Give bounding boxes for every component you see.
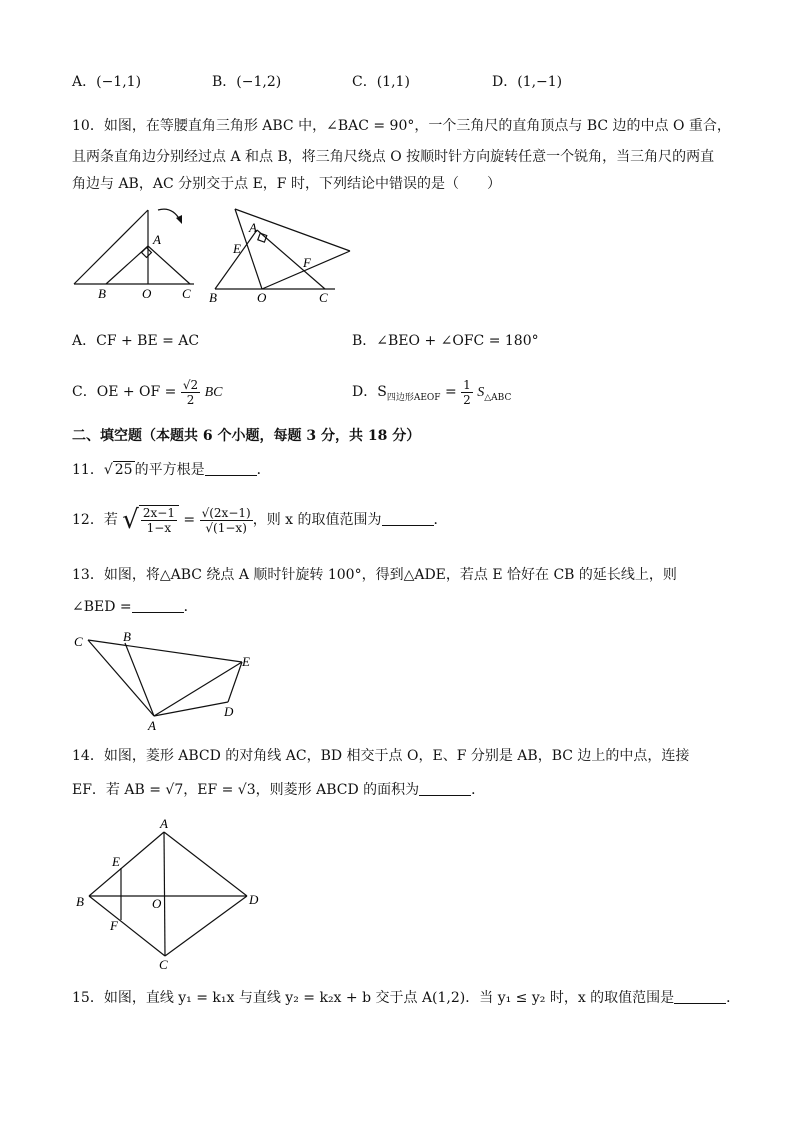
q13-label-a: A [148, 718, 156, 733]
q10-option-c-suffix: BC [204, 385, 223, 400]
q15-text: 15．如图，直线 y₁ = k₁x 与直线 y₂ = k₂x + b 交于点 A(1,2)．当 y₁ ≤ y₂ 时，x 的取值范围是 [72, 990, 675, 1006]
q10-option-d-denominator: 2 [463, 392, 471, 407]
q11-suffix: 的平方根是 [134, 462, 205, 478]
q15-end: ． [726, 990, 741, 1006]
q10-option-c-numerator: √2 [182, 377, 199, 392]
q13-label-e: E [242, 654, 250, 669]
q10-option-a: A．CF + BE = AC [72, 333, 200, 349]
q14-label-d: D [249, 892, 259, 907]
fig2-label-e: E [233, 241, 241, 256]
fig2-label-a: A [249, 220, 257, 235]
q9-option-a: A．(−1,1) [72, 74, 142, 90]
q10-line2: 且两条直角边分别经过点 A 和点 B，将三角尺绕点 O 按顺时针方向旋转任意一个锐角，当三角尺的两直 [72, 149, 715, 165]
q14-end: ． [471, 782, 486, 798]
q12-lhs-fraction [139, 505, 179, 535]
q10-option-b: B．∠BEO + ∠OFC = 180° [352, 333, 539, 349]
q10-option-c [72, 374, 223, 411]
q13-line2-prefix: ∠BED = [72, 599, 132, 615]
q10-option-c-denominator: 2 [186, 392, 195, 407]
q11-radicand: 25 [114, 462, 133, 478]
q12-equals: = [183, 512, 196, 528]
q14-label-o: O [152, 896, 162, 911]
fig1-label-o: O [142, 286, 152, 301]
q12-rhs-numerator: √(2x−1) [201, 505, 251, 520]
q12-suffix: ，则 x 的取值范围为 [252, 512, 382, 528]
q10-option-c-prefix: C．OE + OF = [72, 384, 177, 400]
fig1-label-a: A [153, 232, 161, 247]
q9-option-b: B．(−1,2) [212, 74, 282, 90]
q10-option-d-s: S [477, 385, 485, 400]
q12-rhs-denominator: √(1−x) [205, 520, 247, 535]
q11-prefix: 11． [72, 462, 104, 478]
q10-option-d-sub: 四边形AEOF [386, 392, 441, 403]
q14-label-c: C [159, 957, 168, 970]
q9-option-d: D．(1,−1) [492, 74, 563, 90]
q14-line2 [72, 780, 485, 800]
q11-end: ． [256, 462, 271, 478]
fig2-label-f: F [303, 255, 311, 270]
q10-option-d-prefix: D．S [352, 384, 387, 400]
q12-lhs-numerator: 2x−1 [142, 506, 175, 520]
q14-answer-blank[interactable] [419, 781, 471, 796]
fig1-label-c: C [182, 286, 191, 301]
q15-answer-blank[interactable] [674, 989, 726, 1004]
q14-line1: 14．如图，菱形 ABCD 的对角线 AC，BD 相交于点 O，E、F 分别是 AB，BC 边上的中点，连接 [72, 748, 690, 764]
q13-figure [70, 626, 270, 736]
q10-line1: 10．如图，在等腰直角三角形 ABC 中，∠BAC = 90°，一个三角尺的直角顶点与 BC 边的中点 O 重合， [72, 118, 731, 134]
q9-option-c: C．(1,1) [352, 74, 410, 90]
q15 [72, 988, 740, 1008]
q13-end: ． [183, 599, 198, 615]
q10-figure-1 [66, 196, 206, 306]
q11-answer-blank[interactable] [205, 461, 257, 476]
fig2-label-o: O [257, 290, 267, 305]
q14-label-e: E [112, 854, 120, 869]
q11: 11．√ 25 的平方根是 ． [72, 462, 271, 478]
q10-figure-2 [205, 204, 357, 308]
q14-label-a: A [160, 816, 168, 831]
q13-label-c: C [74, 634, 83, 649]
q10-line3: 角边与 AB，AC 分别交于点 E，F 时，下列结论中错误的是（ ） [72, 176, 501, 192]
q14-figure [72, 814, 272, 970]
fig2-label-b: B [209, 290, 217, 305]
q13-label-b: B [123, 629, 131, 644]
q12-end: ． [433, 512, 448, 528]
q10-option-d-fraction [461, 378, 473, 407]
q14-line2-prefix: EF．若 AB = √7，EF = √3，则菱形 ABCD 的面积为 [72, 782, 420, 798]
q12-answer-blank[interactable] [382, 511, 434, 526]
section-title: 二、填空题（本题共 6 个小题，每题 3 分，共 18 分） [72, 428, 421, 444]
q13-line2 [72, 597, 198, 617]
q12-prefix: 12．若 [72, 512, 118, 528]
q14-label-f: F [110, 918, 118, 933]
q10-option-c-fraction [181, 378, 200, 407]
q14-label-b: B [76, 894, 84, 909]
fig1-label-b: B [98, 286, 106, 301]
q12-rhs-fraction [200, 506, 253, 535]
q10-option-d-sub2: △ABC [484, 392, 512, 403]
q10-option-d-numerator: 1 [463, 377, 471, 392]
q12-lhs-denominator: 1−x [146, 521, 172, 535]
q13-label-d: D [224, 704, 234, 719]
q10-option-d-eq: = [440, 384, 457, 400]
q10-option-d [352, 374, 511, 416]
fig2-label-c: C [319, 290, 328, 305]
q13-answer-blank[interactable] [132, 598, 184, 613]
q12: 12．若 √ $\frac{2x-1}{1-x}$ = $\frac{√(2x-1)}{√(1-x)}$ ，则 x 的取值范围为 ． [72, 505, 448, 535]
q13-line1: 13．如图，将△ABC 绕点 A 顺时针旋转 100°，得到△ADE，若点 E 恰好在 CB 的延长线上，则 [72, 567, 677, 583]
